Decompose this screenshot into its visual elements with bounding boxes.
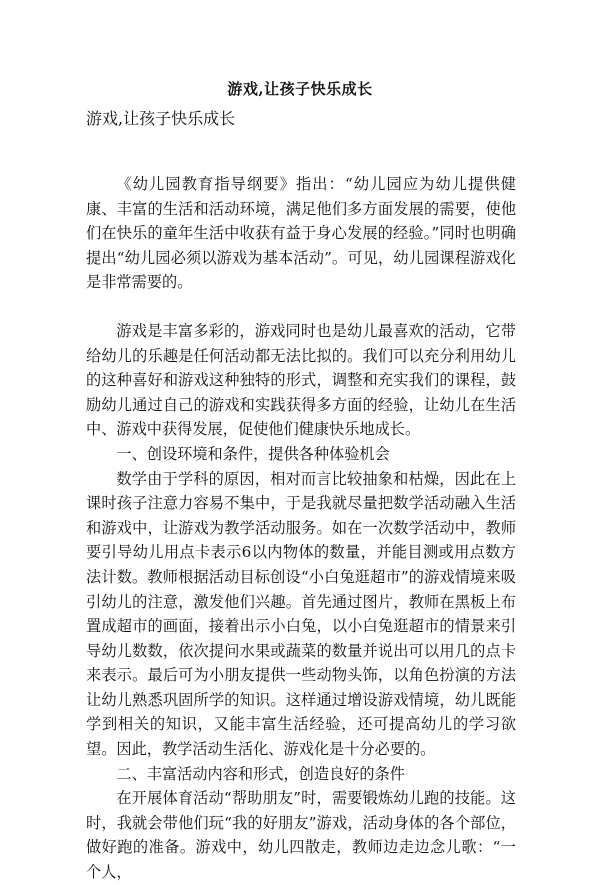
document-body <box>86 172 516 885</box>
paragraph-games: 游戏是丰富多彩的，游戏同时也是幼儿最喜欢的活动，它带给幼儿的乐趣是任何活动都无法比拟的。我们可以充分利用幼儿的这种喜好和游戏这种独特的形式，调整和充实我们的课程，鼓励幼儿通过自己的游戏和实践获得多方面的经验，让幼儿在生活中、游戏中获得发展，促使他们健康快乐地成长。 <box>86 321 516 439</box>
document-title: 游戏,让孩子快乐成长 <box>227 80 373 98</box>
paragraph-intro: 《幼儿园教育指导纲要》指出：“幼儿园应为幼儿提供健康、丰富的生活和活动环境，满足他们多方面发展的需要，使他们在快乐的童年生活中收获有益于身心发展的经验。”同时也明确提出“幼儿园必须以游戏为基本活动”。可见，幼儿园课程游戏化是非常需要的。 <box>86 175 516 292</box>
section-heading-1: 一、创设环境和条件，提供各种体验机会 <box>116 444 390 463</box>
document-subtitle: 游戏,让孩子快乐成长 <box>86 109 236 128</box>
paragraph-sports: 在开展体育活动“帮助朋友”时，需要锻炼幼儿跑的技能。这时，我就会带他们玩“我的好朋友”游戏，活动身体的各个部位，做好跑的准备。游戏中，幼儿四散走，教师边走边念儿歌：“一个人， <box>86 789 516 882</box>
paragraph-math: 数学由于学科的原因，相对而言比较抽象和枯燥，因此在上课时孩子注意力容易不集中，于是我就尽量把数学活动融入生活和游戏中，让游戏为教学活动服务。如在一次数学活动中，教师要引导幼儿用点卡表示6以内物体的数量，并能目测或用点数方法计数。教师根据活动目标创设“小白兔逛超市”的游戏情境来吸引幼儿的注意，激发他们兴趣。首先通过图片，教师在黑板上布置成超市的画面，接着出示小白兔，以小白兔逛超市的情景来引导幼儿数数，依次提问水果或蔬菜的数量并说出可以用几的点卡来表示。最后可为小朋友提供一些动物头饰，以角色扮演的方法让幼儿熟悉巩固所学的知识。这样通过增设游戏情境，幼儿既能学到相关的知识，又能丰富生活经验，还可提高幼儿的学习欲望。因此，教学活动生活化、游戏化是十分必要的。 <box>86 469 516 759</box>
section-heading-2: 二、丰富活动内容和形式，创造良好的条件 <box>116 764 405 783</box>
